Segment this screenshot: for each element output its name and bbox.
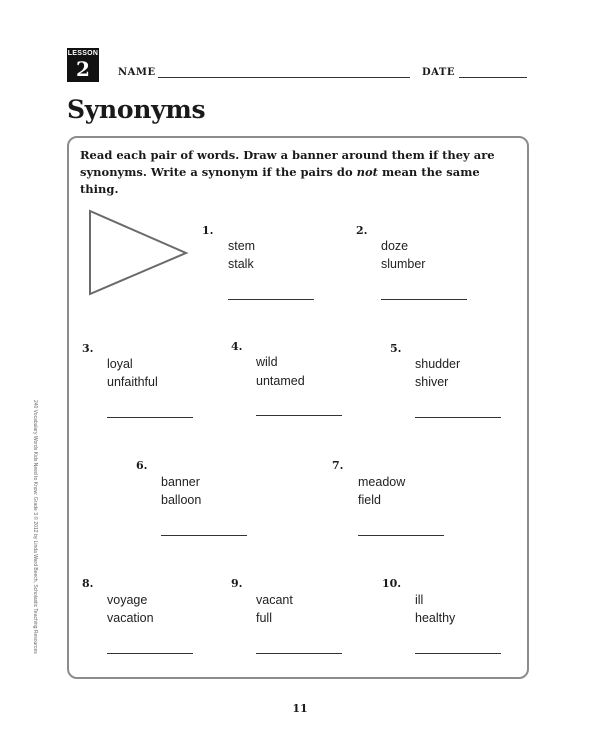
answer-line[interactable] [358, 535, 444, 536]
word-2: untamed [256, 374, 305, 388]
word-2: balloon [161, 493, 202, 507]
word-2: full [256, 611, 272, 625]
word-1: shudder [415, 357, 461, 371]
item-number: 7. [332, 459, 344, 472]
word-1: meadow [358, 475, 406, 489]
lesson-number: 2 [76, 57, 90, 81]
answer-line[interactable] [415, 417, 501, 418]
word-2: healthy [415, 611, 456, 625]
word-2: stalk [228, 257, 254, 271]
item-number: 1. [202, 224, 214, 237]
item-number: 3. [82, 342, 94, 355]
name-label: NAME [118, 67, 156, 78]
answer-line[interactable] [415, 653, 501, 654]
lesson-badge [67, 48, 99, 82]
side-credit: 240 Vocabulary Words Kids Need to Know: Grade 3 © 2012 by Linda Ward Beech, Scholastic Teaching Resources [32, 400, 38, 654]
word-1: vacant [256, 593, 293, 607]
lesson-label: LESSON [67, 50, 99, 57]
banner-example-icon [88, 209, 190, 297]
answer-line[interactable] [256, 653, 342, 654]
item-number: 5. [390, 342, 402, 355]
instructions-text-1: Read each pair of words. Draw a banner around them if they are synonyms. Write a synonym if the pairs do [80, 148, 495, 179]
answer-line[interactable] [107, 653, 193, 654]
instructions [80, 147, 520, 198]
date-label: DATE [422, 67, 455, 78]
item-number: 9. [231, 577, 243, 590]
word-1: wild [256, 355, 278, 369]
answer-line[interactable] [161, 535, 247, 536]
word-1: doze [381, 239, 409, 253]
item-number: 8. [82, 577, 94, 590]
instructions-emphasis: not [356, 165, 378, 179]
word-1: ill [415, 593, 424, 607]
word-2: field [358, 493, 381, 507]
item-number: 4. [231, 340, 243, 353]
instructions-text-2: mean the same thing. [80, 165, 480, 196]
item-number: 2. [356, 224, 368, 237]
word-1: stem [228, 239, 256, 253]
date-field[interactable] [459, 77, 527, 78]
answer-line[interactable] [107, 417, 193, 418]
word-1: loyal [107, 357, 133, 371]
word-1: banner [161, 475, 200, 489]
item-number: 10. [382, 577, 402, 590]
answer-line[interactable] [381, 299, 467, 300]
word-2: unfaithful [107, 375, 158, 389]
word-2: slumber [381, 257, 426, 271]
page-number: 11 [292, 702, 308, 715]
word-1: voyage [107, 593, 148, 607]
name-field[interactable] [158, 77, 410, 78]
answer-line[interactable] [228, 299, 314, 300]
word-2: shiver [415, 375, 449, 389]
page-title: Synonyms [67, 95, 206, 124]
word-2: vacation [107, 611, 154, 625]
item-number: 6. [136, 459, 148, 472]
answer-line[interactable] [256, 415, 342, 416]
